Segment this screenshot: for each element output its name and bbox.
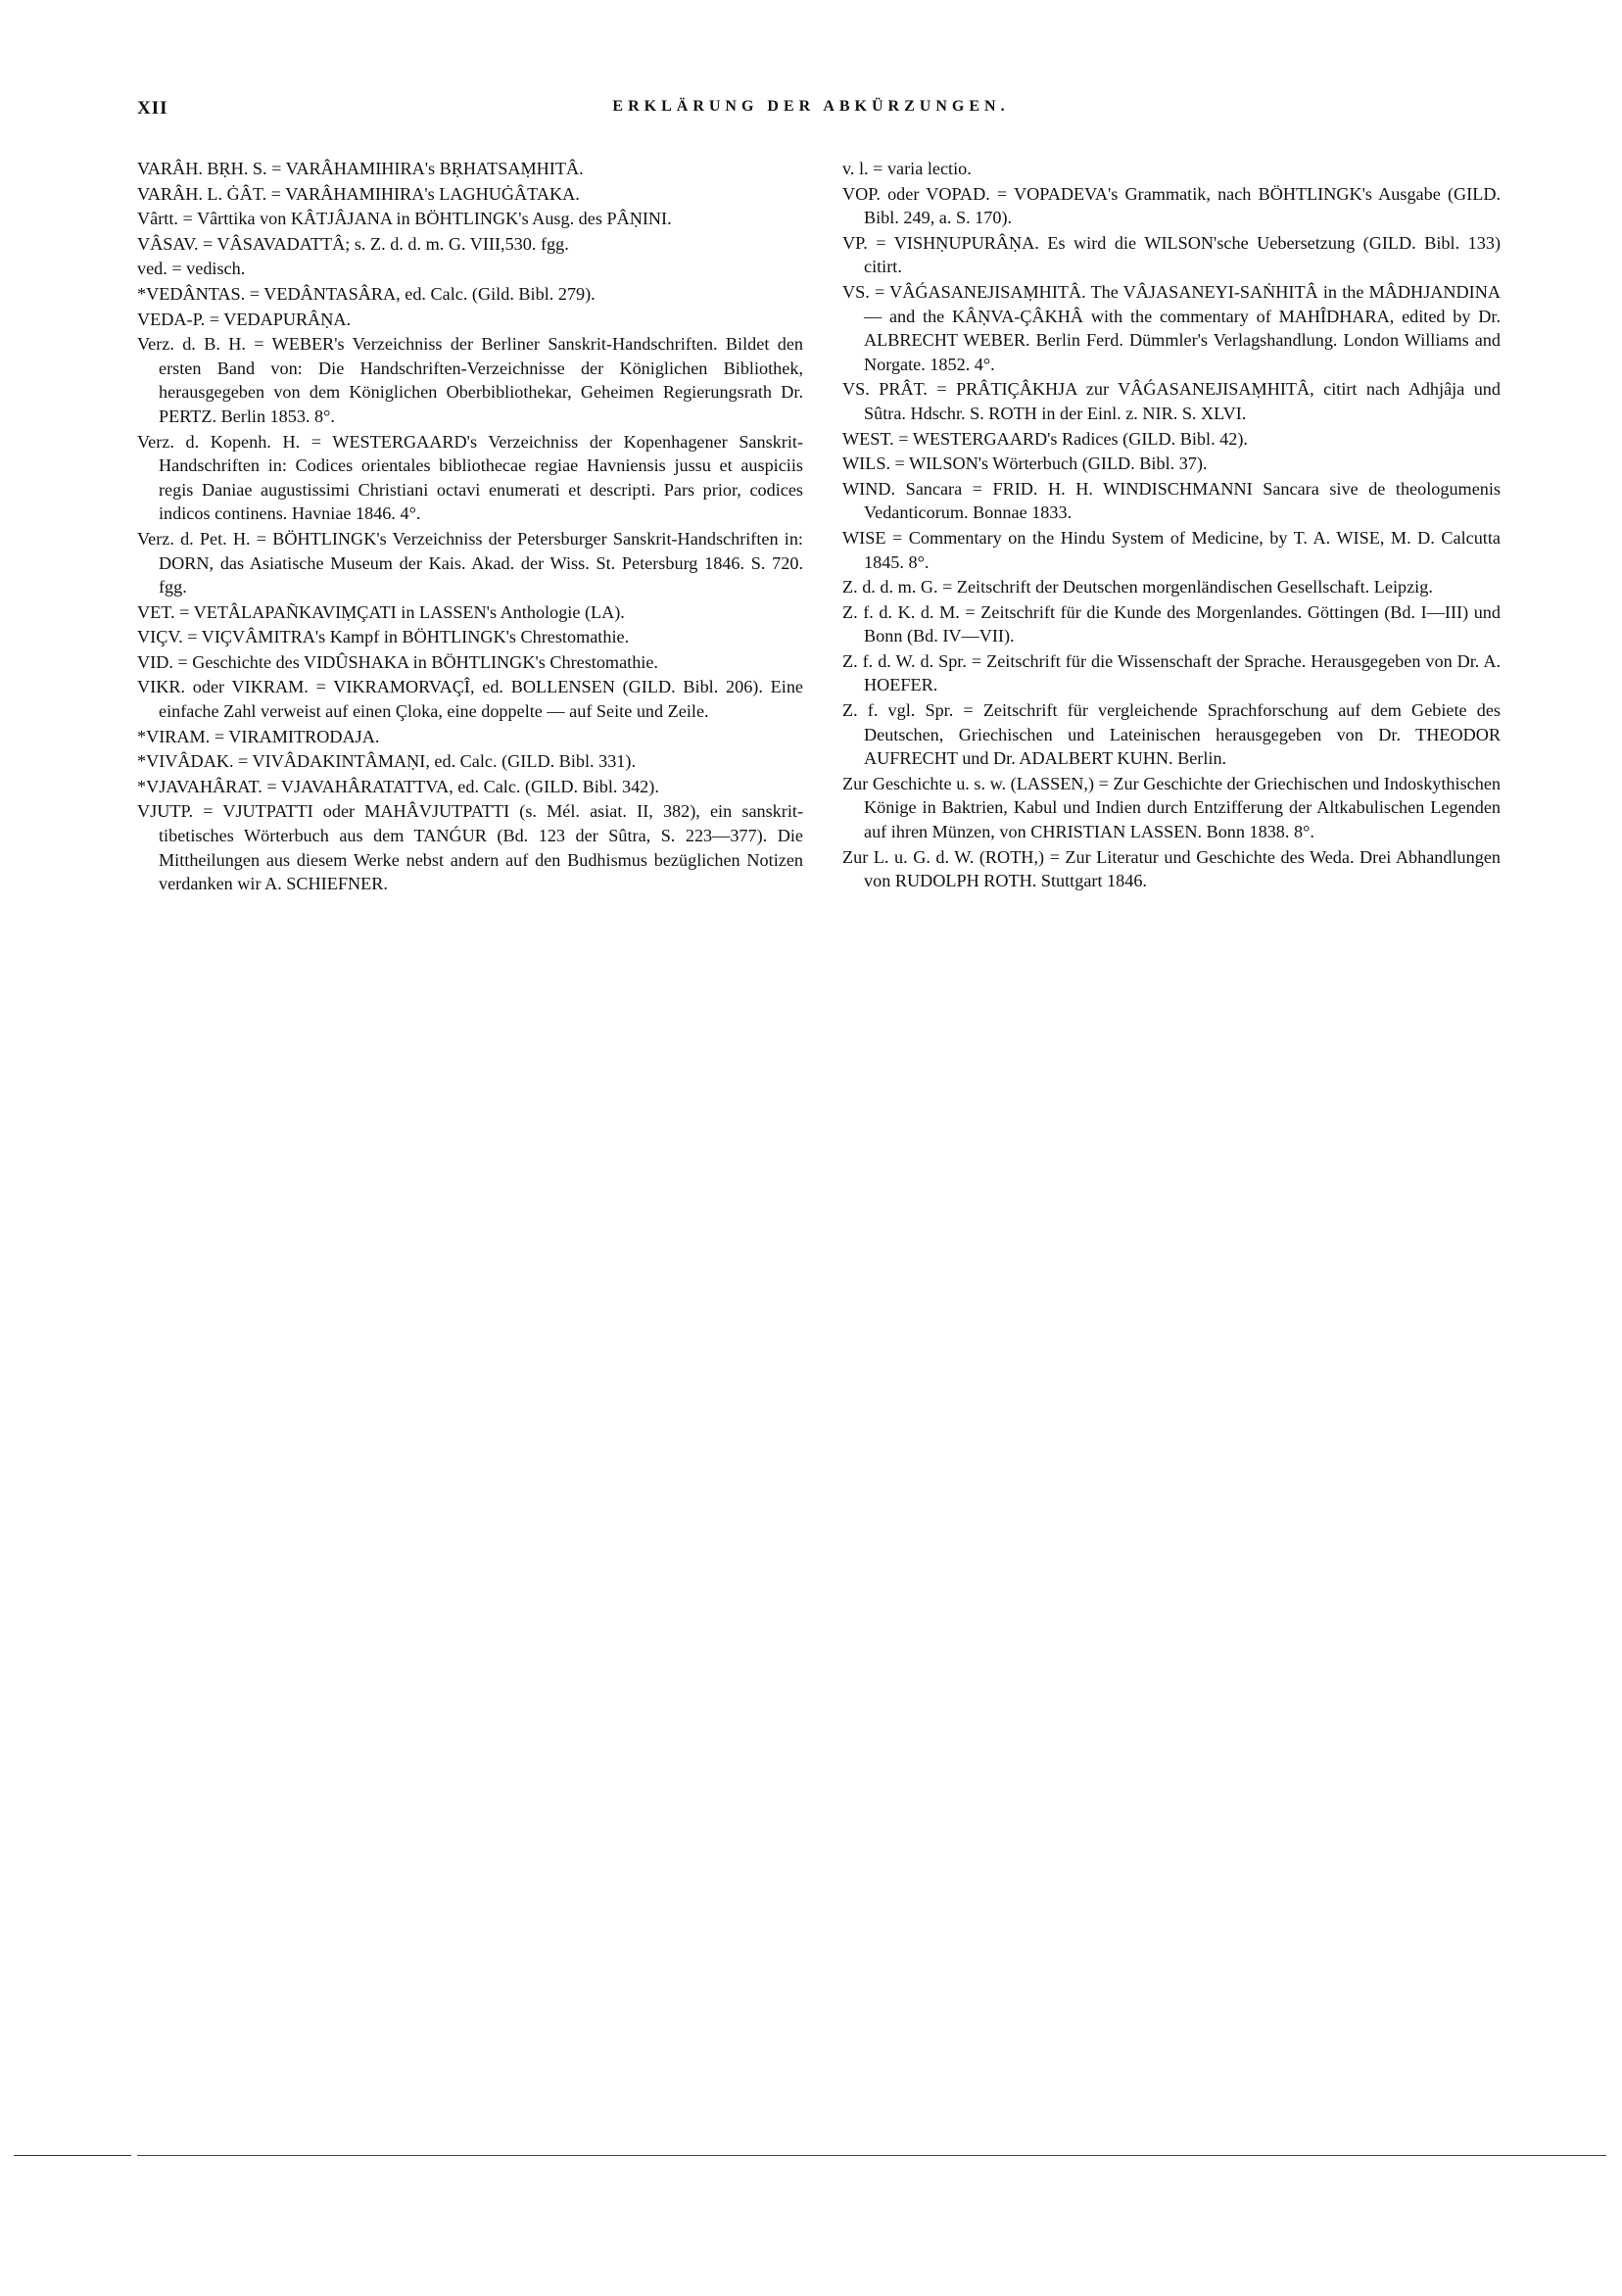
abbreviation-entry: Z. f. vgl. Spr. = Zeitschrift für vergleichende Sprachforschung auf dem Gebiete des Deutschen, Griechischen und Lateinischen herausgegeben von Dr. THEODOR AUFRECHT und Dr. ADALBERT KUHN. Berlin. bbox=[842, 700, 1501, 769]
abbreviation-entry: WISE = Commentary on the Hindu System of Medicine, by T. A. WISE, M. D. Calcutta 1845. 8°. bbox=[842, 527, 1501, 572]
abbreviation-entry: *VIVÂDAK. = VIVÂDAKINTÂMAṆI, ed. Calc. (GILD. Bibl. 331). bbox=[137, 751, 636, 772]
abbreviation-entry: VIÇV. = VIÇVÂMITRA's Kampf in BÖHTLINGK's Chrestomathie. bbox=[137, 627, 630, 647]
abbreviation-entry: *VJAVAHÂRAT. = VJAVAHÂRATATTVA, ed. Calc. (GILD. Bibl. 342). bbox=[137, 776, 659, 796]
abbreviation-entry: Verz. d. B. H. = WEBER's Verzeichniss der Berliner Sanskrit-Handschriften. Bildet den ersten Band von: Die Handschriften-Verzeichnisse der Königlichen Bibliothek, herausgegeben von dem Königlichen Oberbibliothekar, Geheimen Regierungsrath Dr. PERTZ. Berlin 1853. 8°. bbox=[137, 334, 803, 426]
abbreviation-entry: VJUTP. = VJUTPATTI oder MAHÂVJUTPATTI (s. Mél. asiat. II, 382), ein sanskrit-tibetisches Wörterbuch aus dem TANǴUR (Bd. 123 der Sûtra, S. 223—377). Die Mittheilungen aus diesem Werke nebst andern auf den Budhismus bezüglichen Notizen verdanken wir A. SCHIEFNER. bbox=[137, 801, 803, 894]
abbreviation-entry: VP. = VISHṆUPURÂṆA. Es wird die WILSON'sche Uebersetzung (GILD. Bibl. 133) citirt. bbox=[842, 232, 1501, 277]
abbreviation-entry: VARÂH. L. ĠÂT. = VARÂHAMIHIRA's LAGHUĠÂTAKA. bbox=[137, 183, 580, 204]
abbreviation-entry: Zur L. u. G. d. W. (ROTH,) = Zur Literatur und Geschichte des Weda. Drei Abhandlungen von RUDOLPH ROTH. Stuttgart 1846. bbox=[842, 846, 1501, 891]
abbreviation-entry: ved. = vedisch. bbox=[137, 259, 246, 279]
abbreviation-entry: *VIRAM. = VIRAMITRODAJA. bbox=[137, 726, 380, 746]
page-number: XII bbox=[137, 98, 168, 119]
left-column bbox=[137, 157, 803, 897]
abbreviation-entry: VET. = VETÂLAPAÑKAVIṂÇATI in LASSEN's Anthologie (LA). bbox=[137, 601, 625, 622]
abbreviation-entry: WILS. = WILSON's Wörterbuch (GILD. Bibl. 37). bbox=[842, 454, 1208, 474]
abbreviation-entry: Vârtt. = Vârttika von KÂTJÂJANA in BÖHTLINGK's Ausg. des PÂṆINI. bbox=[137, 209, 672, 229]
footer-rule-short bbox=[14, 2155, 131, 2156]
abbreviation-entry: VIKR. oder VIKRAM. = VIKRAMORVAÇÎ, ed. BOLLENSEN (GILD. Bibl. 206). Eine einfache Zahl verweist auf einen Çloka, eine doppelte — auf Seite und Zeile. bbox=[137, 677, 803, 722]
running-title: ERKLÄRUNG DER ABKÜRZUNGEN. bbox=[612, 98, 1010, 115]
abbreviation-entry: Z. f. d. W. d. Spr. = Zeitschrift für die Wissenschaft der Sprache. Herausgegeben von Dr. A. HOEFER. bbox=[842, 650, 1501, 695]
abbreviation-entry: v. l. = varia lectio. bbox=[842, 159, 972, 178]
abbreviation-entry: VARÂH. BṚH. S. = VARÂHAMIHIRA's BṚHATSAṂHITÂ. bbox=[137, 159, 584, 178]
abbreviation-entry: Z. f. d. K. d. M. = Zeitschrift für die Kunde des Morgenlandes. Göttingen (Bd. I—III) und Bonn (Bd. IV—VII). bbox=[842, 601, 1501, 646]
abbreviation-entry: *VEDÂNTAS. = VEDÂNTASÂRA, ed. Calc. (Gild. Bibl. 279). bbox=[137, 283, 596, 304]
abbreviation-entry: Z. d. d. m. G. = Zeitschrift der Deutschen morgenländischen Gesellschaft. Leipzig. bbox=[842, 577, 1433, 598]
abbreviation-entry: VID. = Geschichte des VIDÛSHAKA in BÖHTLINGK's Chrestomathie. bbox=[137, 651, 658, 672]
abbreviation-entry: WEST. = WESTERGAARD's Radices (GILD. Bibl. 42). bbox=[842, 428, 1248, 449]
abbreviation-entry: VS. PRÂT. = PRÂTIÇÂKHJA zur VÂǴASANEJISAṂHITÂ, citirt nach Adhjâja und Sûtra. Hdschr. S. ROTH in der Einl. z. NIR. S. XLVI. bbox=[842, 379, 1501, 423]
abbreviation-entry: VEDA-P. = VEDAPURÂṆA. bbox=[137, 309, 352, 329]
footer-rule bbox=[137, 2155, 1606, 2156]
abbreviation-entry: VÂSAV. = VÂSAVADATTÂ; s. Z. d. d. m. G. VIII,530. fgg. bbox=[137, 233, 569, 254]
page-header bbox=[0, 98, 1622, 127]
abbreviation-entry: VS. = VÂǴASANEJISAṂHITÂ. The VÂJASANEYI-SAṄHITÂ in the MÂDHJANDINA — and the KÂṆVA-ÇÂKHÂ with the commentary of MAHÎDHARA, edited by Dr. ALBRECHT WEBER. Berlin Ferd. Dümmler's Verlagshandlung. London Williams and Norgate. 1852. 4°. bbox=[842, 281, 1501, 374]
abbreviation-entry: Verz. d. Pet. H. = BÖHTLINGK's Verzeichniss der Petersburger Sanskrit-Handschriften in: DORN, das Asiatische Museum der Kais. Akad. der Wiss. St. Petersburg 1846. S. 720. fgg. bbox=[137, 528, 803, 598]
abbreviation-entry: WIND. Sancara = FRID. H. H. WINDISCHMANNI Sancara sive de theologumenis Vedanticorum. Bonnae 1833. bbox=[842, 478, 1501, 523]
abbreviation-entry: Zur Geschichte u. s. w. (LASSEN,) = Zur Geschichte der Griechischen und Indoskythischen Könige in Baktrien, Kabul und Indien durch Entzifferung der Altkabulischen Legenden auf ihren Münzen, von CHRISTIAN LASSEN. Bonn 1838. 8°. bbox=[842, 773, 1501, 842]
abbreviation-entry: VOP. oder VOPAD. = VOPADEVA's Grammatik, nach BÖHTLINGK's Ausgabe (GILD. Bibl. 249, a. S. 170). bbox=[842, 183, 1501, 228]
abbreviation-entry: Verz. d. Kopenh. H. = WESTERGAARD's Verzeichniss der Kopenhagener Sanskrit-Handschriften in: Codices orientales bibliothecae regiae Havniensis jussu et auspiciis regis Daniae augustissimi Christiani octavi enumerati et descripti. Pars prior, codices indicos continens. Havniae 1846. 4°. bbox=[137, 431, 803, 524]
right-column bbox=[842, 157, 1501, 894]
